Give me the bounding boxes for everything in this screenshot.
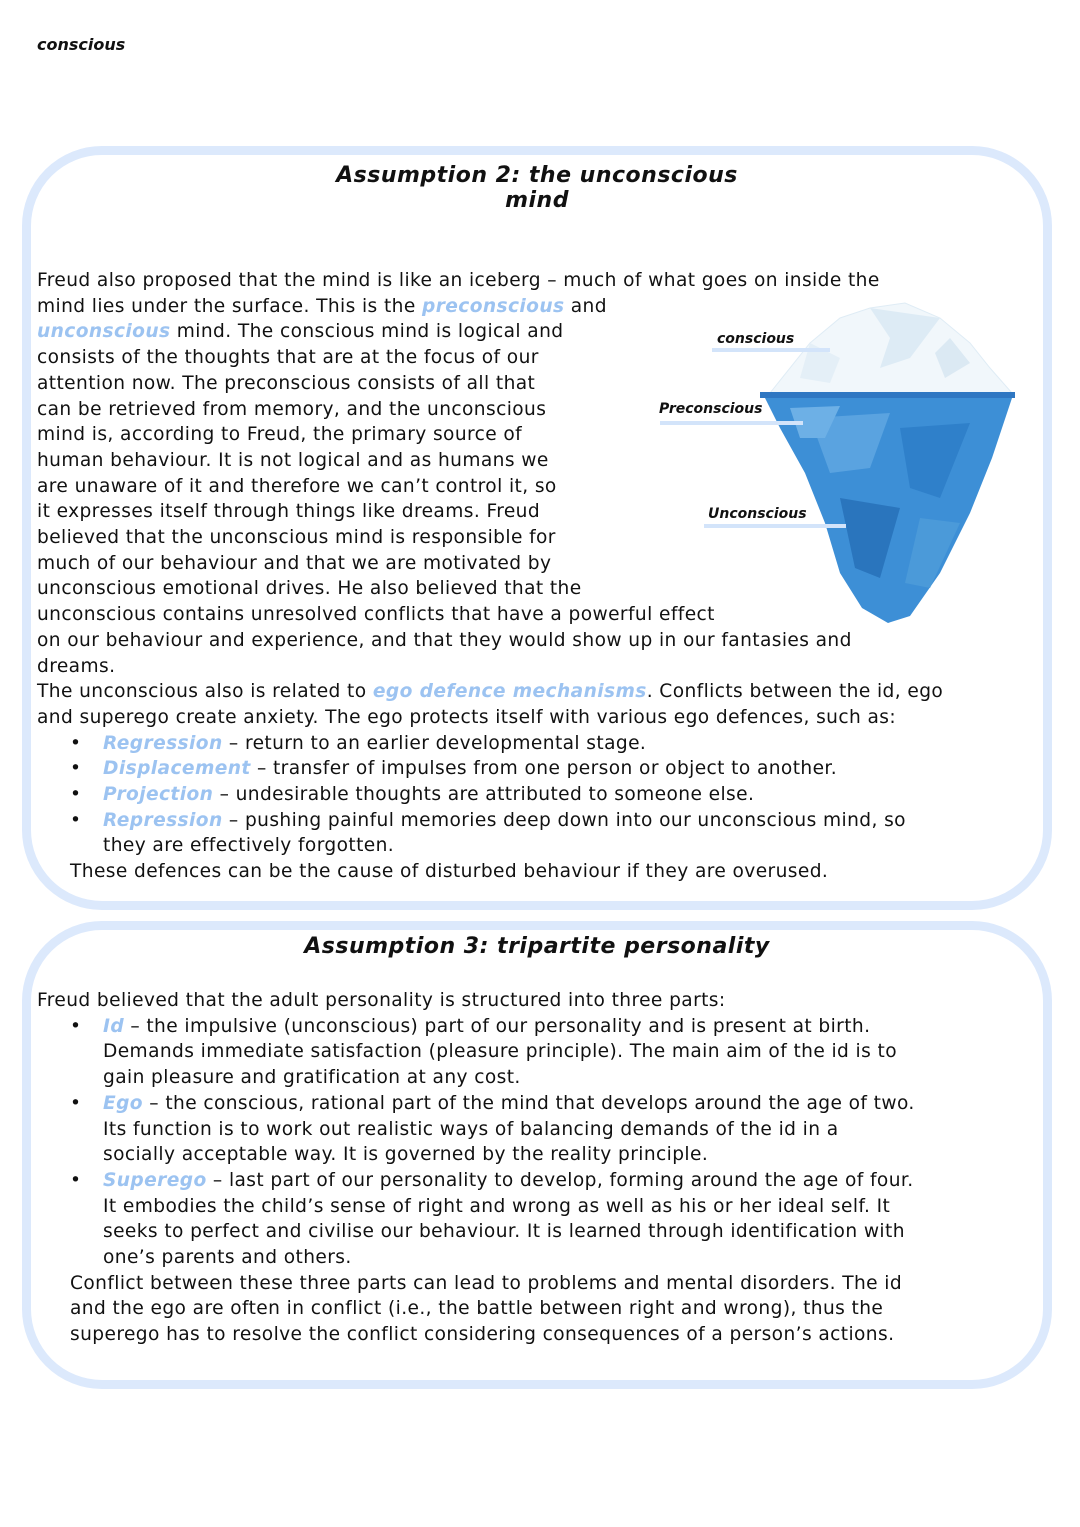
iceberg-icon (640, 298, 1020, 630)
assumption-2-closing: These defences can be the cause of disturbed behaviour if they are overused. (70, 861, 829, 883)
assumption-3-closing: Conflict between these three parts can lead to problems and mental disorders. The id and the ego are often in conflict (i.e., the battle between right and wrong), thus the superego has to resolve the conflict considering consequences of a person’s actions. (70, 1272, 903, 1346)
list-item: • Ego – the conscious, rational part of the mind that develops around the age of two. Its function is to work out realistic ways of balancing demands of the id in a socially acceptable way. It is governed by the reality principle. (37, 1091, 915, 1168)
iceberg-pointer-preconscious (660, 421, 803, 425)
assumption-2-title: Assumption 2: the unconscious mind (336, 163, 738, 213)
defences-list (37, 731, 943, 860)
list-item: • Displacement – transfer of impulses from one person or object to another. (37, 756, 943, 782)
iceberg-illustration (640, 298, 1020, 630)
assumption-3-title: Assumption 3: tripartite personality (304, 934, 770, 959)
personality-parts-list (37, 1014, 915, 1271)
iceberg-pointer-unconscious (704, 524, 846, 528)
keyword-unconscious: unconscious (37, 321, 171, 343)
list-item: • Regression – return to an earlier developmental stage. (37, 731, 943, 757)
list-item: • Projection – undesirable thoughts are attributed to someone else. (37, 782, 943, 808)
iceberg-label-preconscious: Preconscious (659, 401, 763, 417)
keyword-ego-defence: ego defence mechanisms (372, 681, 647, 703)
iceberg-pointer-conscious (712, 348, 830, 352)
keyword-preconscious: preconscious (421, 295, 565, 317)
iceberg-label-conscious: conscious (717, 331, 795, 347)
assumption-3-body: Freud believed that the adult personality is structured into three parts: • Id – the impulsive (unconscious) part of our personality and is present at birth. Demands immediate satisfaction (pleasure principle). The main aim of the id is to gain pleasure and gratification at any cost. • Ego – the conscious, rational part of the mind that develops around the age of two. Its function is to work out realistic ways of balancing demands of the id in a socially acceptable way. It is governed by the reality principle. • Superego – last part of our personality to develop, forming around the age of four. It embodies the child’s sense of right and wrong as well as his or her ideal self. It seeks to perfect and civilise our behaviour. It is learned through identification with one’s parents and others. Conflict between these three parts can lead to problems and mental disorders. The id and the ego are often in conflict (i.e., the battle between right and wrong), thus the superego has to resolve the conflict considering consequences of a person’s actions. (37, 988, 915, 1348)
list-item: • Repression – pushing painful memories deep down into our unconscious mind, so they are effectively forgotten. (37, 808, 943, 859)
list-item: • Superego – last part of our personality to develop, forming around the age of four. It embodies the child’s sense of right and wrong as well as his or her ideal self. It seeks to perfect and civilise our behaviour. It is learned through identification with one’s parents and others. (37, 1168, 915, 1271)
page-header-title: conscious (37, 35, 126, 54)
assumption-2-paragraph-1: Freud also proposed that the mind is like an iceberg – much of what goes on inside the mind lies under the surface. This is the preconscious and unconscious mind. The conscious mind is logical and consists of the thoughts that are at the focus of our attention now. The preconscious consists of all that can be retrieved from memory, and the unconscious mind is, according to Freud, the primary source of human behaviour. It is not logical and as humans we are unaware of it and therefore we can’t control it, so it expresses itself through things like dreams. Freud believed that the unconscious mind is responsible for much of our behaviour and that we are motivated by unconscious emotional drives. He also believed that the unconscious contains unresolved conflicts that have a powerful effect on our behaviour and experience, and that they would show up in our fantasies and dreams. The unconscious also is related to ego defence mechanisms. Conflicts between the id, ego and superego create anxiety. The ego protects itself with various ego defences, such as: • Regression – return to an earlier developmental stage. • Displacement – transfer of impulses from one person or object to another. • Projection – undesirable thoughts are attributed to someone else. • Repression – pushing painful memories deep down into our unconscious mind, so they are effectively forgotten. These defences can be the cause of disturbed behaviour if they are overused. (37, 268, 943, 885)
iceberg-label-unconscious: Unconscious (708, 506, 807, 522)
list-item: • Id – the impulsive (unconscious) part of our personality and is present at birth. Demands immediate satisfaction (pleasure principle). The main aim of the id is to gain pleasure and gratification at any cost. (37, 1014, 915, 1091)
